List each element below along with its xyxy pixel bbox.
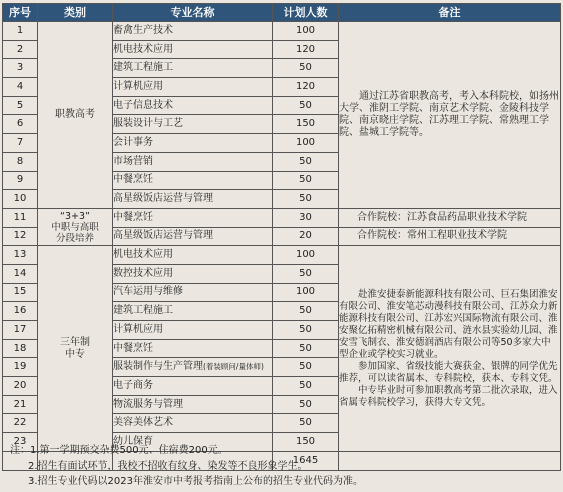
remark-three-year bbox=[339, 246, 561, 452]
seq-cell: 15 bbox=[3, 283, 38, 302]
major-cell: 会计事务 bbox=[113, 134, 273, 153]
seq-cell: 7 bbox=[3, 134, 38, 153]
note-2: 2.招生有面试环节，我校不招收有纹身、染发等不良形象学生。 bbox=[28, 460, 308, 472]
plan-cell: 100 bbox=[273, 22, 339, 41]
seq-cell: 14 bbox=[3, 264, 38, 283]
seq-cell: 23 bbox=[3, 433, 38, 452]
plan-cell: 120 bbox=[273, 40, 339, 59]
note-3: 3.招生专业代码以2023年淮安市中考报考指南上公布的招生专业代码为准。 bbox=[28, 476, 363, 487]
major-note: (着装顾问/量体师) bbox=[203, 362, 264, 372]
major-cell: 数控技术应用 bbox=[113, 264, 273, 283]
plan-cell: 50 bbox=[273, 414, 339, 433]
major-cell: 汽车运用与维修 bbox=[113, 283, 273, 302]
major-cell: 中餐烹饪 bbox=[113, 208, 273, 227]
seq-cell: 6 bbox=[3, 115, 38, 134]
seq-cell: 4 bbox=[3, 78, 38, 97]
plan-cell: 150 bbox=[273, 115, 339, 134]
plan-cell: 20 bbox=[273, 227, 339, 246]
notes-section bbox=[10, 443, 363, 490]
plan-cell: 100 bbox=[273, 246, 339, 265]
plan-cell: 50 bbox=[273, 321, 339, 340]
major-cell: 中餐烹饪 bbox=[113, 339, 273, 358]
table-row bbox=[3, 22, 561, 41]
remark-row11: 合作院校：江苏食品药品职业技术学院 bbox=[339, 208, 561, 227]
table-row bbox=[3, 208, 561, 227]
table-row bbox=[3, 246, 561, 265]
seq-cell: 19 bbox=[3, 358, 38, 377]
major-cell: 美容美体艺术 bbox=[113, 414, 273, 433]
plan-cell: 50 bbox=[273, 302, 339, 321]
note-1: 注：1.第一学期预交杂费500元、住宿费200元。 bbox=[10, 445, 228, 456]
major-cell: 市场营销 bbox=[113, 152, 273, 171]
major-cell: 机电技术应用 bbox=[113, 246, 273, 265]
seq-cell: 21 bbox=[3, 395, 38, 414]
plan-cell: 150 bbox=[273, 433, 339, 452]
plan-cell: 30 bbox=[273, 208, 339, 227]
plan-cell: 50 bbox=[273, 152, 339, 171]
remark-text: 参加国家、省级技能大赛获金、银牌的同学优先推荐，可以读省属本、专科院校，获本、专科文凭。 bbox=[339, 360, 558, 384]
category-three-three: “3+3” 中职与高职 分段培养 bbox=[38, 208, 113, 245]
plan-cell: 50 bbox=[273, 96, 339, 115]
major-cell: 计算机应用 bbox=[113, 78, 273, 97]
major-name: 服装制作与生产管理 bbox=[113, 361, 203, 373]
seq-cell: 12 bbox=[3, 227, 38, 246]
major-cell: 建筑工程施工 bbox=[113, 302, 273, 321]
table-header-row bbox=[3, 4, 561, 22]
plan-cell: 50 bbox=[273, 59, 339, 78]
category-vocational: 职教高考 bbox=[38, 22, 113, 209]
remark-text: 中专毕业时可参加职教高考第二批次录取，进入省属专科院校学习，获得大专文凭。 bbox=[339, 384, 558, 408]
seq-cell: 5 bbox=[3, 96, 38, 115]
plan-cell: 100 bbox=[273, 134, 339, 153]
seq-cell: 9 bbox=[3, 171, 38, 190]
seq-cell: 3 bbox=[3, 59, 38, 78]
header-category: 类别 bbox=[38, 4, 113, 22]
plan-cell: 50 bbox=[273, 358, 339, 377]
header-major: 专业名称 bbox=[113, 4, 273, 22]
major-cell: 服装设计与工艺 bbox=[113, 115, 273, 134]
major-cell: 高星级饭店运营与管理 bbox=[113, 227, 273, 246]
seq-cell: 13 bbox=[3, 246, 38, 265]
remark-text: 赴淮安捷泰新能源科技有限公司、巨石集团淮安有限公司、淮安笔芯动漫科技有限公司、江苏众力新能源科技有限公司、江苏宏兴国际物流有限公司、淮安聚亿拓精密机械有限公司、涟水县实验幼儿园、淮安雪飞制衣、淮安德润酒店有限公司等50多家大中型企业或学校实习就业。 bbox=[339, 288, 558, 360]
seq-cell: 20 bbox=[3, 377, 38, 396]
major-cell: 中餐烹饪 bbox=[113, 171, 273, 190]
total-empty-remark bbox=[339, 451, 561, 470]
header-seq: 序号 bbox=[3, 4, 38, 22]
remark-row12: 合作院校：常州工程职业技术学院 bbox=[339, 227, 561, 246]
remark-text: 通过江苏省职教高考，考入本科院校，如扬州大学、淮阴工学院、南京艺术学院、金陵科技学院、南京晓庄学院、江苏理工学院、常熟理工学院、盐城工学院等。 bbox=[339, 90, 559, 138]
plan-cell: 50 bbox=[273, 377, 339, 396]
total-value: 1645 bbox=[273, 451, 339, 470]
seq-cell: 18 bbox=[3, 339, 38, 358]
plan-cell: 50 bbox=[273, 264, 339, 283]
plan-cell: 100 bbox=[273, 283, 339, 302]
plan-cell: 50 bbox=[273, 190, 339, 209]
header-remark: 备注 bbox=[339, 4, 561, 22]
seq-cell: 2 bbox=[3, 40, 38, 59]
major-cell: 电子信息技术 bbox=[113, 96, 273, 115]
header-plan: 计划人数 bbox=[273, 4, 339, 22]
major-cell bbox=[113, 358, 273, 377]
seq-cell: 1 bbox=[3, 22, 38, 41]
major-cell: 机电技术应用 bbox=[113, 40, 273, 59]
seq-cell: 22 bbox=[3, 414, 38, 433]
major-cell: 物流服务与管理 bbox=[113, 395, 273, 414]
remark-vocational bbox=[339, 22, 561, 209]
major-cell: 幼儿保育 bbox=[113, 433, 273, 452]
category-three-year: 三年制 中专 bbox=[38, 246, 113, 452]
major-cell: 高星级饭店运营与管理 bbox=[113, 190, 273, 209]
plan-cell: 50 bbox=[273, 339, 339, 358]
seq-cell: 16 bbox=[3, 302, 38, 321]
plan-cell: 120 bbox=[273, 78, 339, 97]
major-cell: 电子商务 bbox=[113, 377, 273, 396]
major-cell: 畜禽生产技术 bbox=[113, 22, 273, 41]
major-cell: 建筑工程施工 bbox=[113, 59, 273, 78]
plan-cell: 50 bbox=[273, 395, 339, 414]
seq-cell: 11 bbox=[3, 208, 38, 227]
seq-cell: 17 bbox=[3, 321, 38, 340]
enrollment-table bbox=[2, 3, 561, 471]
seq-cell: 10 bbox=[3, 190, 38, 209]
major-cell: 计算机应用 bbox=[113, 321, 273, 340]
seq-cell: 8 bbox=[3, 152, 38, 171]
plan-cell: 50 bbox=[273, 171, 339, 190]
